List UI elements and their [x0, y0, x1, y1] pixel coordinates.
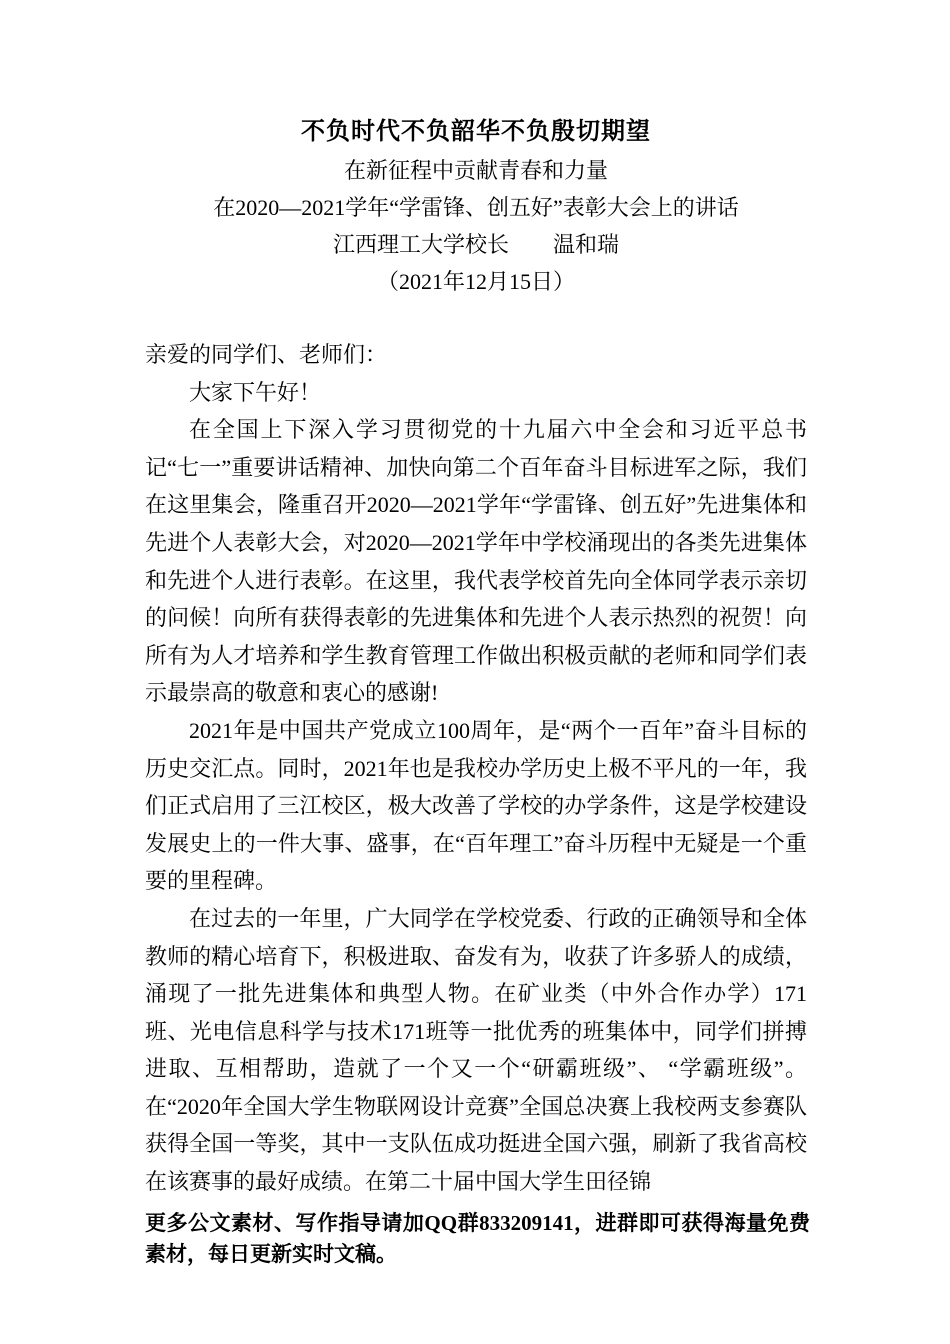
salutation-line: 亲爱的同学们、老师们： — [145, 342, 388, 367]
greeting-line: 大家下午好！ — [189, 379, 322, 405]
body-paragraph-1: 在全国上下深入学习贯彻党的十九届六中全会和习近平总书记“七一”重要讲话精神、加快向第二个百年奋斗目标进军之际，我们在这里集会，隆重召开2020—2021学年“学雷锋、创五好”先进集体和先进个人表彰大会，对2020—2021学年中学校涌现出的各类先进集体和先进个人进行表彰。在这里，我代表学校首先向全体同学表示亲切的问候！向所有获得表彰的先进集体和先进个人表示热烈的祝贺！向所有为人才培养和学生教育管理工作做出积极贡献的老师和同学们表示最崇高的敬意和衷心的感谢! — [145, 417, 807, 706]
doc-subtitle-1: 在新征程中贡献青春和力量 — [343, 158, 608, 183]
doc-subtitle-2: 在2020—2021学年“学雷锋、创五好”表彰大会上的讲话 — [213, 195, 739, 220]
document-header — [145, 112, 807, 300]
doc-date-line: （2021年12月15日） — [376, 269, 575, 294]
body-paragraph-3: 在过去的一年里，广大同学在学校党委、行政的正确领导和全体教师的精心培育下，积极进取、奋发有为，收获了许多骄人的成绩，涌现了一批先进集体和典型人物。在矿业类（中外合作办学）171班、光电信息科学与技术171班等一批优秀的班集体中，同学们拼搏进取、互相帮助，造就了一个又一个“研霸班级”、 “学霸班级”。在“2020年全国大学生物联网设计竞赛”全国总决赛上我校两支参赛队获得全国一等奖，其中一支队伍成功挺进全国六强，刷新了我省高校在该赛事的最好成绩。在第二十届中国大学生田径锦 — [145, 905, 807, 1195]
document-body — [145, 336, 807, 1201]
body-paragraph-2: 2021年是中国共产党成立100周年，是“两个一百年”奋斗目标的历史交汇点。同时，2021年也是我校办学历史上极不平凡的一年，我们正式启用了三江校区，极大改善了学校的办学条件，这是学校建设发展史上的一件大事、盛事，在“百年理工”奋斗历程中无疑是一个重要的里程碑。 — [145, 717, 807, 894]
doc-title: 不负时代不负韶华不负殷切期望 — [301, 119, 651, 145]
footer-note: 更多公文素材、写作指导请加QQ群833209141，进群即可获得海量免费素材，每日更新实时文稿。 — [145, 1211, 810, 1266]
doc-author-line: 江西理工大学校长 温和瑞 — [332, 232, 619, 257]
